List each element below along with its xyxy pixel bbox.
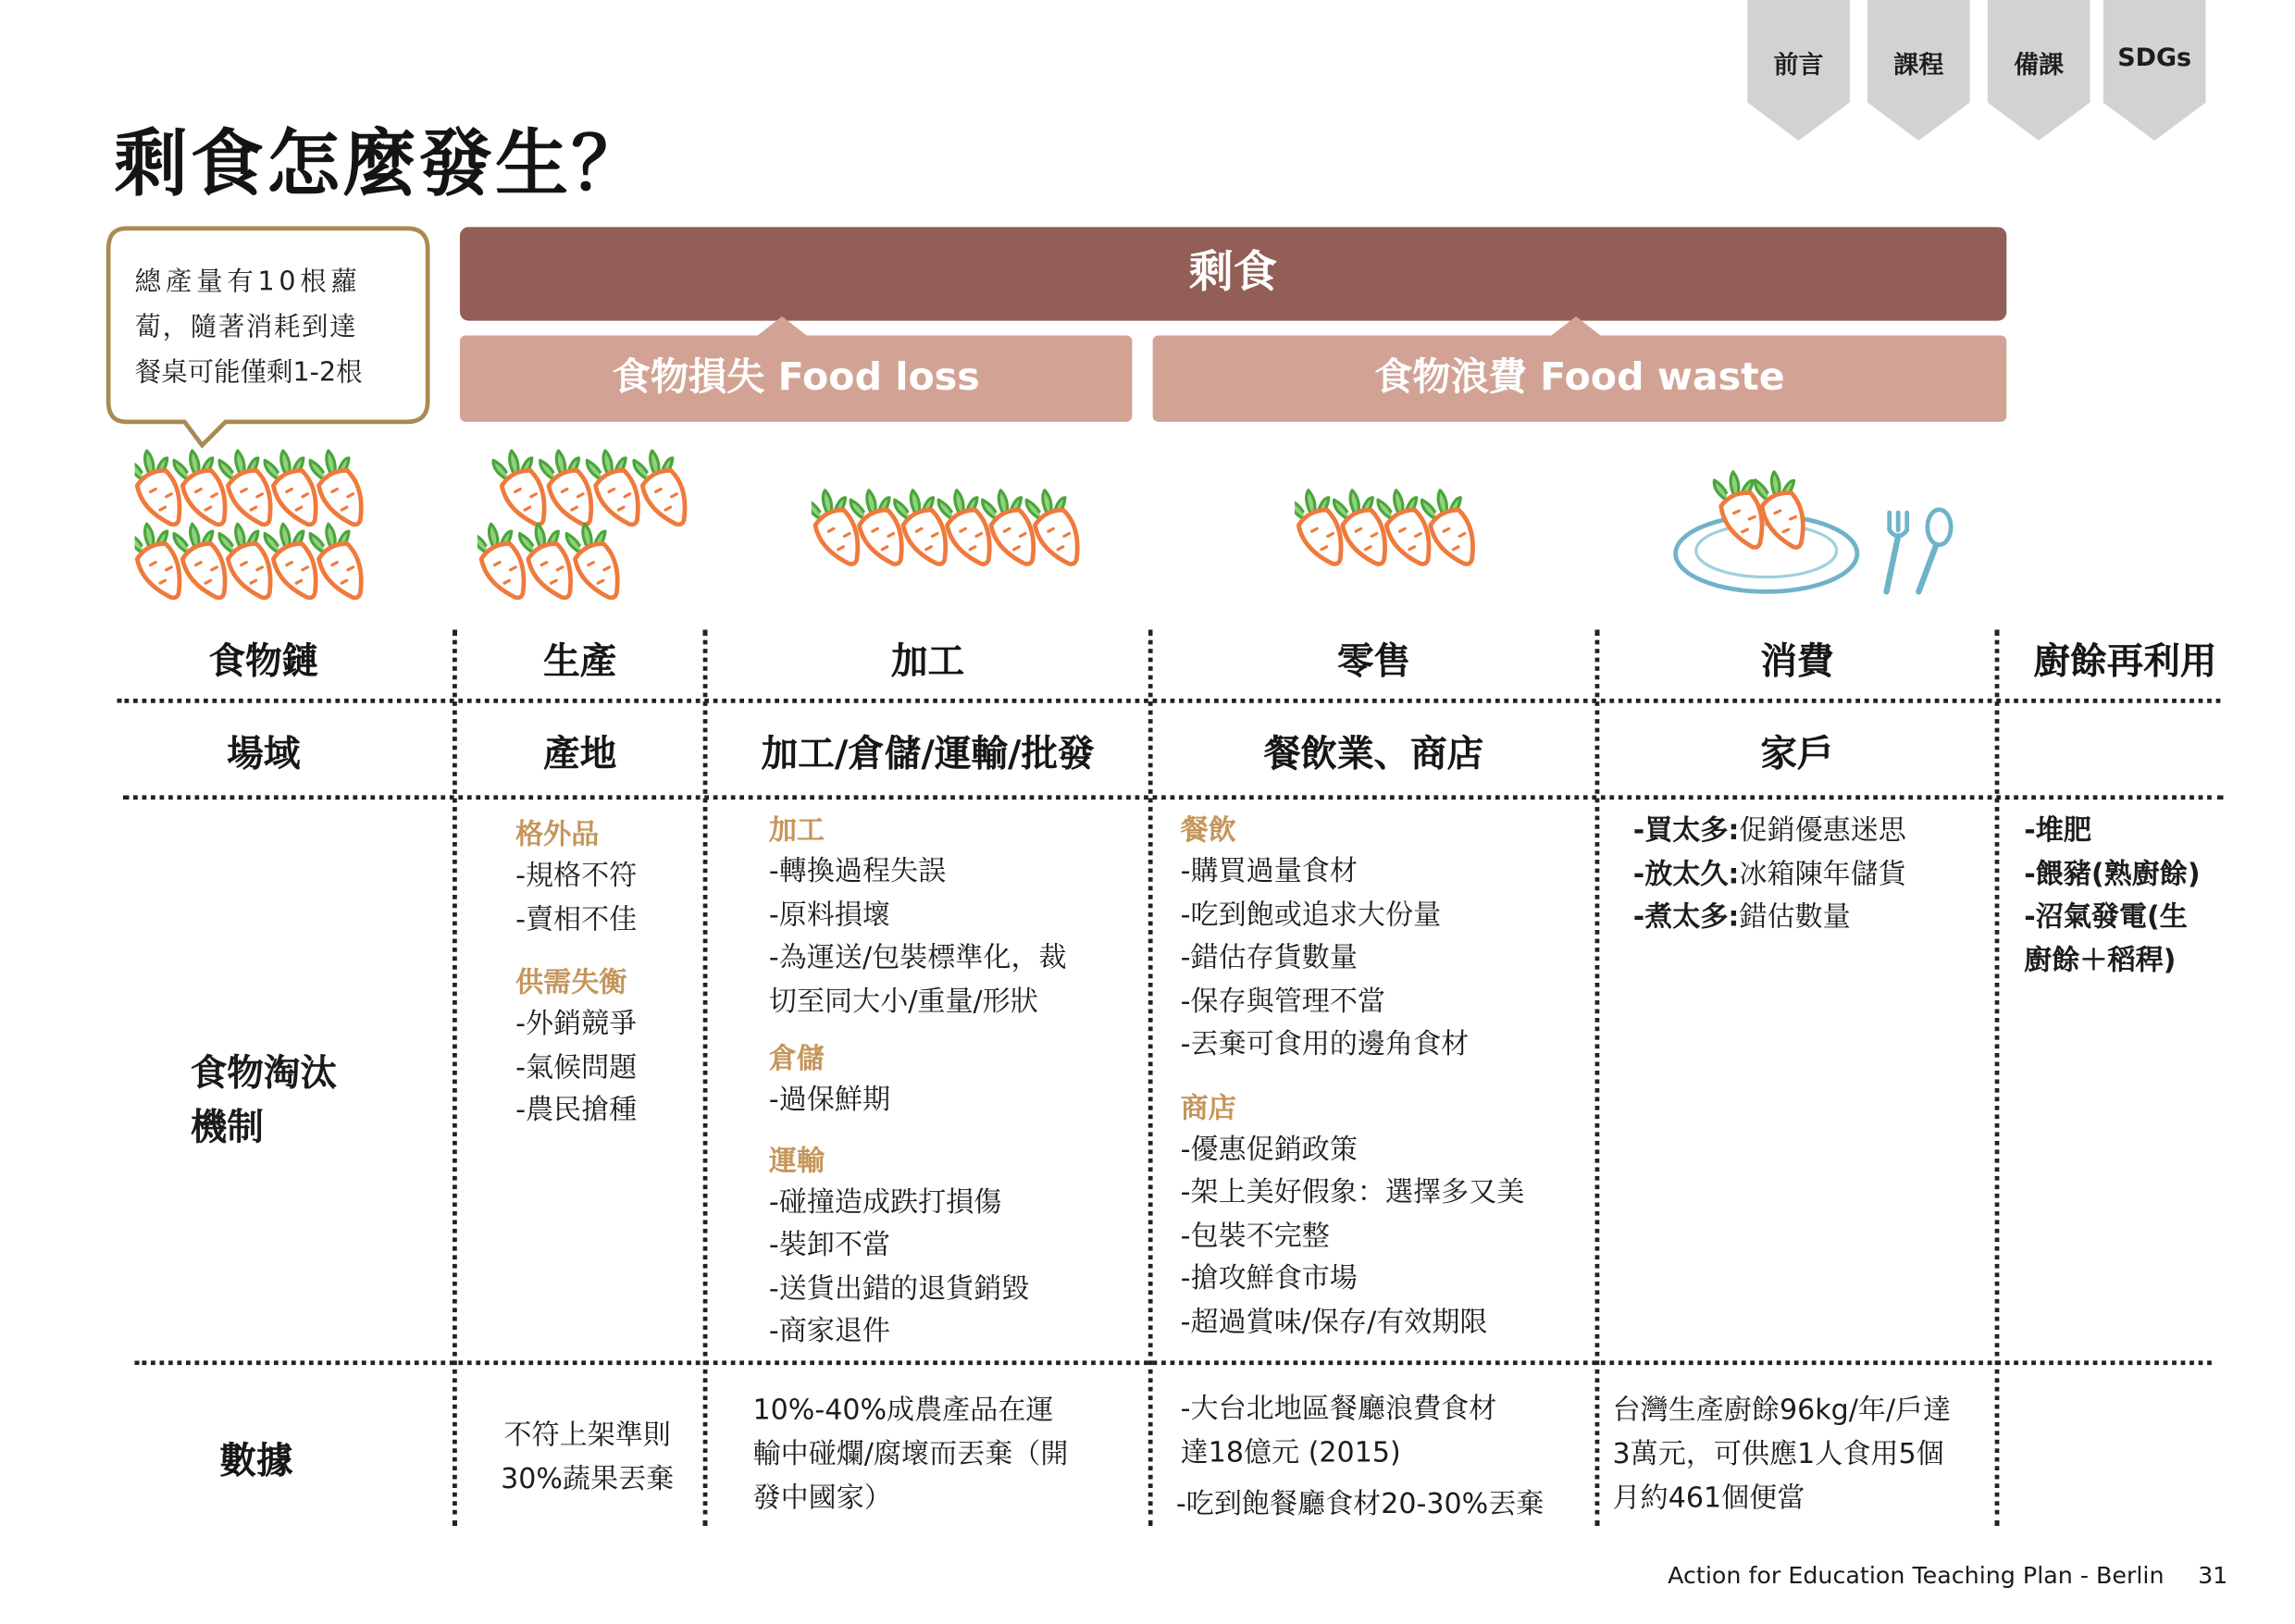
tab-course[interactable] [1867,0,1970,141]
data-retail [1175,1387,1544,1526]
mechanism-item: -購買過量食材 [1180,855,1358,888]
tab-preparation-label: 備課 [2014,51,2065,81]
bubble-line: 總產量有10根蘿 [134,267,362,298]
production-mechanism [515,814,637,1133]
mechanism-item: -為運送/包裝標準化，裁 [768,941,1067,974]
stage-reuse: 廚餘再利用 [2033,639,2217,683]
stage-production: 生產 [543,639,617,683]
data-line: 3萬元，可供應1人食用5個 [1612,1438,1944,1471]
row-label-food-chain: 食物鏈 [208,639,319,683]
tab-course-label: 課程 [1893,51,1944,81]
data-line: -大台北地區餐廳浪費食材 [1180,1393,1497,1425]
mechanism-item: -外銷競爭 [515,1007,638,1040]
section-heading: 格外品 [515,818,600,851]
retail-mechanism [1181,810,1525,1345]
section-heading: 加工 [768,813,825,847]
data-consumption [1613,1388,1952,1519]
row-label-mechanism [191,1046,337,1154]
mechanism-item: -丟棄可食用的邊角食材 [1180,1028,1470,1060]
data-production [457,1413,718,1501]
mechanism-item: -轉換過程失誤 [768,855,947,888]
mechanism-item: -吃到飽或追求大份量 [1180,898,1442,931]
section-heading: 餐飲 [1180,813,1236,847]
row-label-line: 食物淘汰 [190,1051,338,1095]
section-heading: 商店 [1180,1091,1236,1124]
mechanism-item: -餵豬(熟廚餘) [2024,857,2201,890]
mechanism-item: -裝卸不當 [768,1228,891,1261]
mechanism-item: -農民搶種 [515,1094,638,1127]
data-line: 30%蔬果丟棄 [501,1463,675,1495]
field-retail: 餐飲業、商店 [1263,732,1484,775]
section-heading: 倉儲 [768,1042,825,1075]
data-line: 不符上架準則 [503,1419,671,1452]
field-processing: 加工/倉儲/運輸/批發 [761,732,1095,775]
mechanism-item: -堆肥 [2024,813,2091,847]
section-heading: 供需失衡 [515,966,627,999]
tab-preparation[interactable] [1988,0,2090,141]
mechanism-item: -賣相不佳 [515,902,638,936]
mechanism-item: -搶攻鮮食市場 [1180,1262,1358,1295]
plate-icon [1676,515,1857,591]
page-number: 31 [2198,1561,2228,1590]
carrot-group-6 [812,480,1090,583]
column-divider [1995,630,2000,1527]
banner-food-surplus: 剩食 [460,227,2006,320]
banner-food-loss: 食物損失 Food loss [460,335,1132,421]
carrot-group-8 [478,447,712,615]
field-consumption: 家戶 [1760,732,1834,775]
footer [1668,1561,2227,1589]
data-processing [753,1388,1069,1519]
row-label-field: 場域 [227,732,301,775]
data-line: 台灣生產廚餘96kg/年/戶達 [1612,1394,1952,1427]
data-line: 達18億元 (2015) [1180,1436,1401,1469]
row-label-data: 數據 [219,1439,293,1482]
spoon-icon [1918,510,1951,592]
tab-sdgs-label: SDGs [2117,43,2192,74]
row-label-line: 機制 [190,1105,264,1148]
processing-mechanism [769,810,1067,1354]
stage-processing: 加工 [891,639,965,683]
stage-retail: 零售 [1336,639,1411,683]
mechanism-item: 切至同大小/重量/形狀 [768,985,1038,1018]
mechanism-item: -錯估存貨數量 [1180,941,1358,974]
mechanism-item: -買太多:促銷優惠迷思 [1632,813,1906,847]
mechanism-item: -煮太多:錯估數量 [1632,900,1851,934]
mechanism-item: -保存與管理不當 [1180,985,1386,1018]
field-production: 產地 [543,732,617,775]
divider [118,699,2221,703]
mechanism-item: -優惠促銷政策 [1180,1133,1358,1166]
data-line: 輸中碰爛/腐壞而丟棄（開 [752,1438,1069,1471]
mechanism-item: -氣候問題 [515,1050,638,1084]
plate-illustration [1667,457,1960,603]
divider [135,1360,2212,1365]
footer-text: Action for Education Teaching Plan - Berlin [1668,1561,2165,1590]
mechanism-item: -放太久:冰箱陳年儲貨 [1632,857,1906,890]
mechanism-item: -架上美好假象：選擇多又美 [1180,1175,1525,1209]
section-heading: 運輸 [768,1144,825,1177]
fork-icon [1887,513,1907,591]
bubble-line: 蔔，隨著消耗到達 [134,312,358,343]
mechanism-item: 廚餘＋稻稈) [2024,944,2177,976]
page-title: 剩食怎麼發生？ [114,121,648,207]
data-line: 月約461個便當 [1612,1481,1805,1515]
mechanism-item: -超過賞味/保存/有效期限 [1180,1305,1488,1338]
mechanism-item: -碰撞造成跌打損傷 [768,1185,1002,1219]
tab-preface-label: 前言 [1773,51,1824,81]
tab-preface[interactable] [1747,0,1850,141]
mechanism-item: -原料損壞 [768,898,891,931]
stage-consumption: 消費 [1760,639,1834,683]
consumption-mechanism [1633,810,1906,939]
carrot-group-4 [1295,480,1485,583]
mechanism-item: -送貨出錯的退貨銷毀 [768,1271,1030,1305]
mechanism-item: -過保鮮期 [768,1084,891,1117]
bubble-text [135,259,411,395]
tab-sdgs[interactable] [2103,0,2206,141]
mechanism-item: -沼氣發電(生 [2024,900,2188,934]
mechanism-item: -包裝不完整 [1180,1219,1330,1252]
data-line: 10%-40%成農產品在運 [752,1394,1054,1427]
data-line: -吃到飽餐廳食材20-30%丟棄 [1175,1488,1544,1520]
divider [123,795,2224,800]
carrot-group-10 [135,447,414,615]
reuse-mechanism [2024,810,2200,983]
banner-food-waste: 食物浪費 Food waste [1153,335,2007,421]
data-line: 發中國家） [752,1481,892,1515]
mechanism-item: -規格不符 [515,860,638,892]
mechanism-item: -商家退件 [768,1315,891,1348]
bubble-line: 餐桌可能僅剩1-2根 [134,357,363,389]
